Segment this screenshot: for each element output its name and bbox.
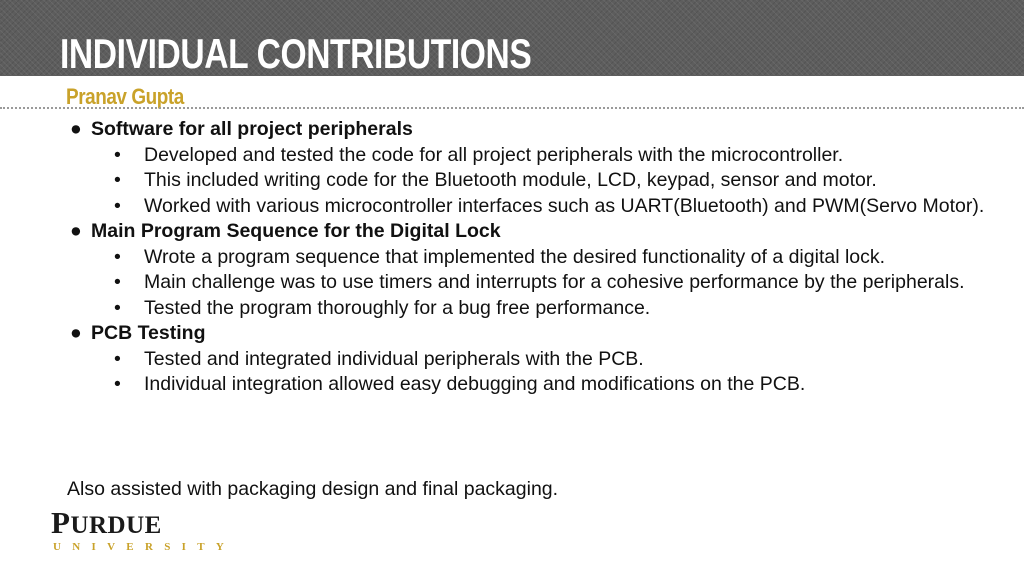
list-item-text: Tested and integrated individual peripherals with the PCB. <box>144 347 644 370</box>
list-item-text: Worked with various microcontroller interfaces such as UART(Bluetooth) and PWM(Servo Motor). <box>144 194 985 217</box>
section-heading <box>70 321 990 347</box>
list-item <box>70 372 990 398</box>
section-heading-text: PCB Testing <box>91 322 206 344</box>
purdue-logo <box>50 505 236 556</box>
list-item-text: Main challenge was to use timers and interrupts for a cohesive performance by the peripherals. <box>144 271 965 293</box>
list-item-text: Wrote a program sequence that implemented the desired functionality of a digital lock. <box>144 245 886 268</box>
bullet-icon: • <box>114 271 121 293</box>
bullet-icon: • <box>114 194 121 217</box>
bullet-icon: • <box>114 347 121 370</box>
bullet-icon: • <box>114 245 121 268</box>
section-heading <box>70 219 990 245</box>
list-item-text: Developed and tested the code for all project peripherals with the microcontroller. <box>144 143 844 166</box>
list-item <box>70 168 990 194</box>
slide-subtitle: Pranav Gupta <box>66 84 184 109</box>
section-pcb-testing <box>70 321 990 398</box>
section-main-program <box>70 219 990 321</box>
bullet-icon: • <box>114 373 121 395</box>
list-item-text: This included writing code for the Bluetooth module, LCD, keypad, sensor and motor. <box>144 169 877 191</box>
logo-subtext: UNIVERSITY <box>53 541 236 553</box>
bullet-dot-icon: ● <box>70 322 82 344</box>
bullet-icon: • <box>114 143 121 166</box>
footer-note: Also assisted with packaging design and final packaging. <box>67 478 559 500</box>
bullet-dot-icon: ● <box>70 220 82 242</box>
section-heading-text: Software for all project peripherals <box>91 118 413 140</box>
list-item-text: Individual integration allowed easy debugging and modifications on the PCB. <box>144 373 806 395</box>
dotted-divider <box>0 107 1024 109</box>
list-item <box>70 194 990 220</box>
logo-rest: URDUE <box>70 512 162 539</box>
logo-initial: P <box>51 505 71 540</box>
bullet-icon: • <box>114 296 121 319</box>
section-heading <box>70 117 990 143</box>
bullet-dot-icon: ● <box>70 118 82 140</box>
content-area <box>70 117 990 398</box>
list-item <box>70 270 990 296</box>
list-item-text: Tested the program thoroughly for a bug free performance. <box>144 296 651 319</box>
slide-title: INDIVIDUAL CONTRIBUTIONS <box>60 30 532 77</box>
list-item <box>70 245 990 271</box>
list-item <box>70 347 990 373</box>
section-heading-text: Main Program Sequence for the Digital Lock <box>91 220 501 242</box>
list-item <box>70 296 990 322</box>
bullet-icon: • <box>114 169 121 191</box>
list-item <box>70 143 990 169</box>
logo-wordmark <box>51 506 162 543</box>
section-software <box>70 117 990 219</box>
